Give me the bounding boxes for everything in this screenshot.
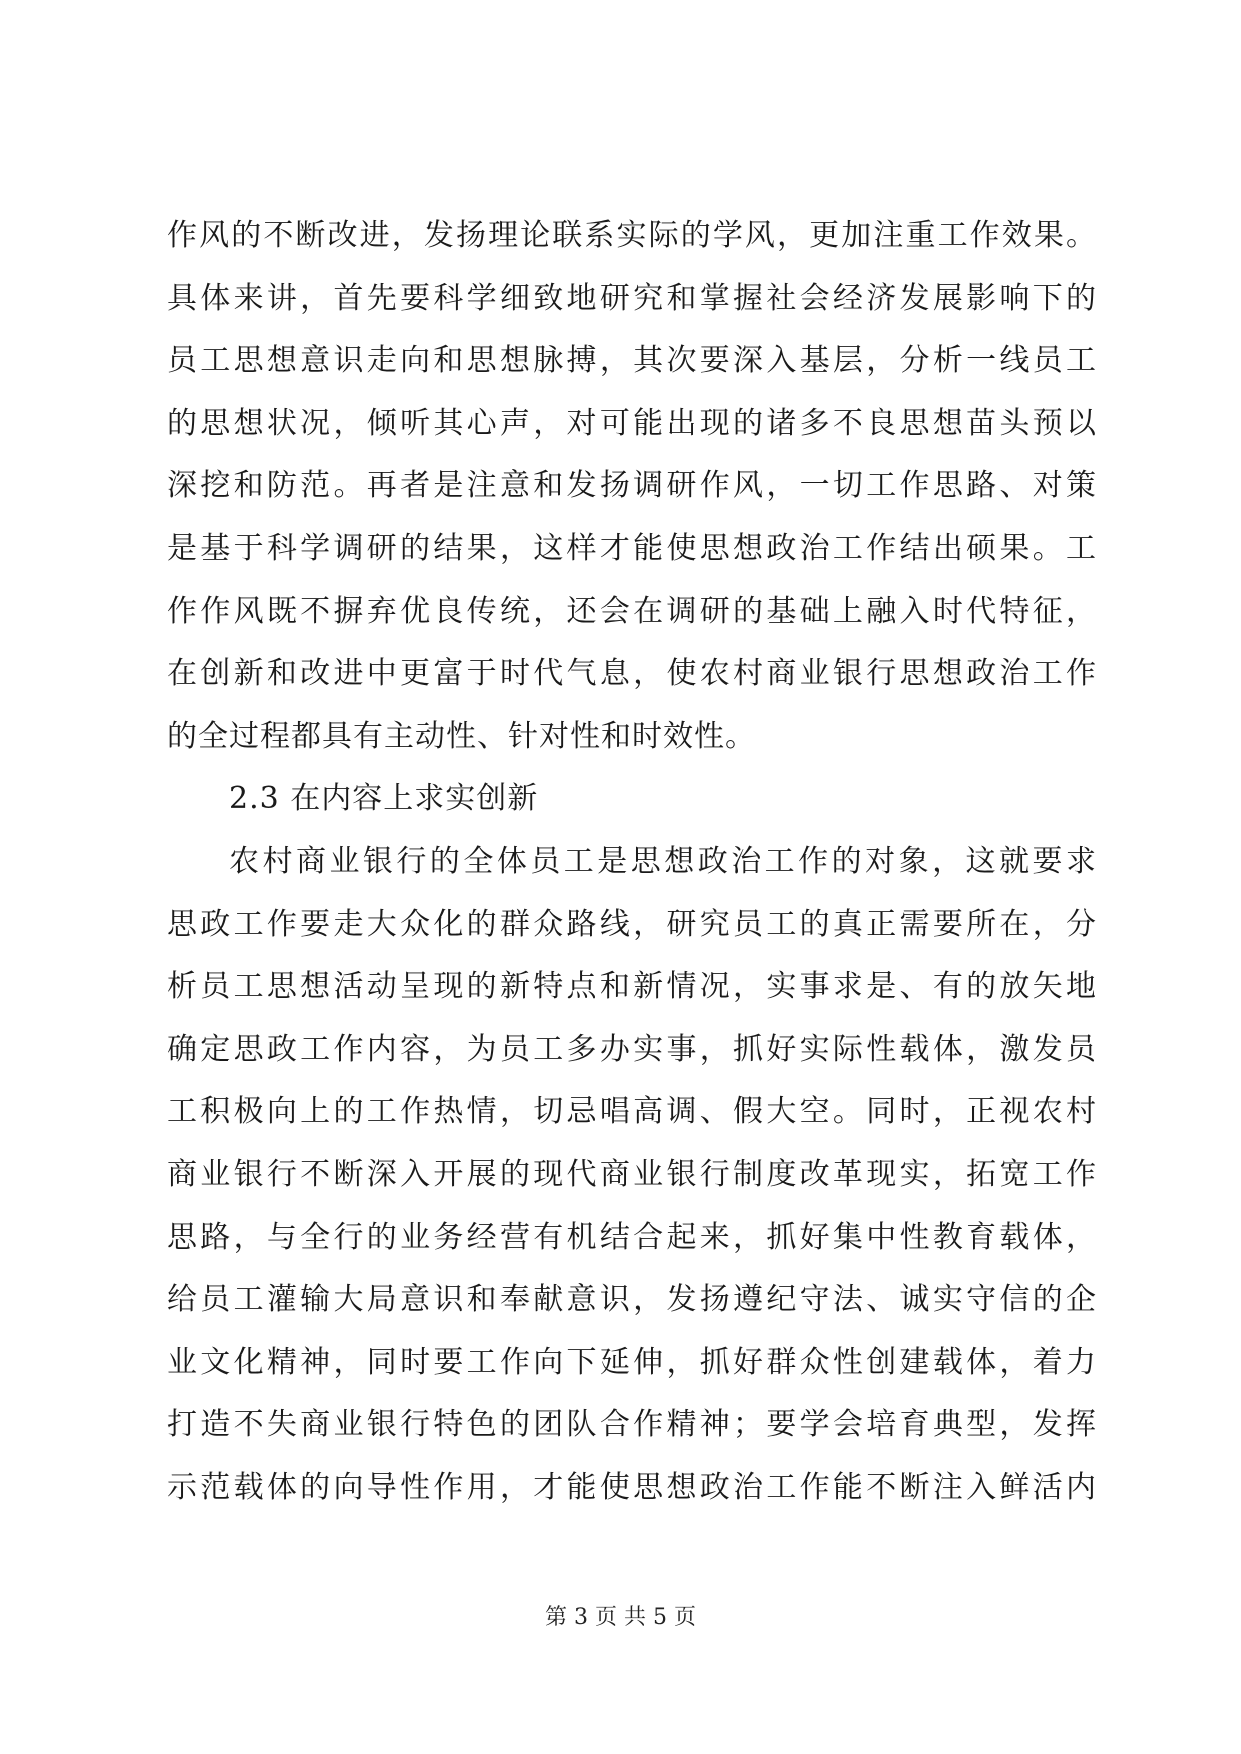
text-line: 具体来讲，首先要科学细致地研究和掌握社会经济发展影响下的 [167, 280, 1097, 316]
text-line: 给员工灌输大局意识和奉献意识，发扬遵纪守法、诚实守信的企 [167, 1282, 1097, 1318]
text-line: 在创新和改进中更富于时代气息，使农村商业银行思想政治工作 [167, 656, 1097, 692]
text-line: 深挖和防范。再者是注意和发扬调研作风，一切工作思路、对策 [167, 468, 1097, 504]
text-line: 员工思想意识走向和思想脉搏，其次要深入基层，分析一线员工 [167, 343, 1097, 379]
text-line: 的全过程都具有主动性、针对性和时效性。 [167, 718, 756, 754]
text-line: 作风的不断改进，发扬理论联系实际的学风，更加注重工作效果。 [167, 218, 1097, 253]
text-line: 确定思政工作内容，为员工多办实事，抓好实际性载体，激发员 [167, 1031, 1097, 1067]
body-text [167, 205, 1097, 1519]
text-line: 示范载体的向导性作用，才能使思想政治工作能不断注入鲜活内 [167, 1469, 1097, 1505]
text-line: 思路，与全行的业务经营有机结合起来，抓好集中性教育载体， [167, 1219, 1097, 1255]
text-line: 是基于科学调研的结果，这样才能使思想政治工作结出硕果。工 [167, 530, 1097, 566]
text-line: 析员工思想活动呈现的新特点和新情况，实事求是、有的放矢地 [167, 969, 1097, 1005]
text-line: 工积极向上的工作热情，切忌唱高调、假大空。同时，正视农村 [167, 1094, 1097, 1130]
text-line: 作作风既不摒弃优良传统，还会在调研的基础上融入时代特征， [167, 593, 1097, 629]
text-line: 商业银行不断深入开展的现代商业银行制度改革现实，拓宽工作 [167, 1156, 1097, 1192]
text-line: 打造不失商业银行特色的团队合作精神；要学会培育典型，发挥 [167, 1407, 1097, 1443]
text-line: 农村商业银行的全体员工是思想政治工作的对象，这就要求 [229, 843, 1097, 879]
page-footer: 第 3 页 共 5 页 [545, 1605, 696, 1630]
section-heading: 2.3 在内容上求实创新 [229, 781, 539, 817]
text-line: 的思想状况，倾听其心声，对可能出现的诸多不良思想苗头预以 [167, 405, 1097, 441]
text-line: 思政工作要走大众化的群众路线，研究员工的真正需要所在，分 [167, 906, 1097, 942]
text-line: 业文化精神，同时要工作向下延伸，抓好群众性创建载体，着力 [167, 1344, 1097, 1380]
